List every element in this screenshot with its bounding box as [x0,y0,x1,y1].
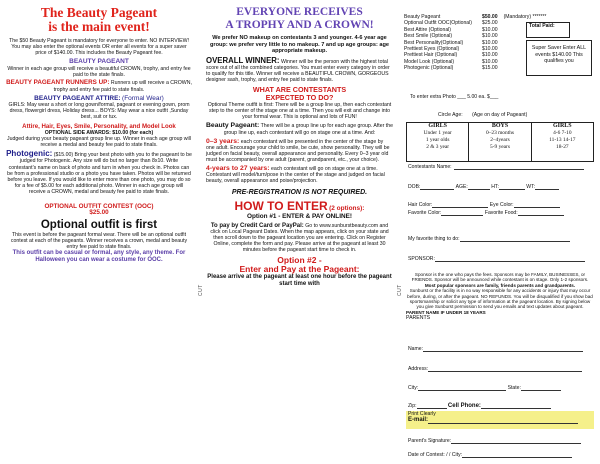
option-1: Option #1 - ENTER & PAY ONLINE! [247,213,352,221]
fee-row: Best Attire (Optional) $10.00 [404,26,498,33]
favorite-thing-field[interactable]: My favorite thing to do: [408,236,570,242]
option-2-heading: Enter and Pay at the Pageant: [239,264,360,275]
print-clearly: Print Clearly [408,411,436,417]
hair-eye-row [408,202,560,208]
option-2: Option #2 - [277,255,322,266]
fee-row: Prettiest Hair (Optional) $10.00 [404,52,498,59]
pageant-process [206,123,393,135]
cut-label-1: CUT [198,284,204,296]
date-contest-field[interactable]: Date of Contest: / / City: [408,452,572,458]
circle-age-label [438,112,527,118]
pageant-process-text: There will be a group line up for each age group. After the group line up, each contestant will go on stage one at a time. And: [223,123,393,136]
overall-winner-text: Winner will be the person with the highest total score out of all the combined categories. You must enter every category in order to qualify for this title. Winner will receive a BEAUTIFUL CROWN, GORGEOUS designer sash, trophy, and entry fee paid to state finals. [206,58,390,84]
ooc-text: This event is before the pageant formal wear. There will be an optional outfit contest at each of the pageants. Winner receives a crown, medal and beauty entry fee paid to state finals. [10,232,188,251]
favorites-row [408,210,564,216]
parent-signature-field[interactable]: Parent's Signature: [408,438,581,444]
zip-cell-row [408,403,551,409]
cut-label-2: CUT [397,284,403,296]
column-beauty-pageant [0,0,198,464]
pay-online-heading: To pay by Credit Card or PayPal: [210,222,304,229]
side-awards-heading: Attire, Hair, Eyes, Smile, Personality, and Model Look [22,123,176,131]
total-paid-box[interactable] [526,22,570,38]
age-0-3-heading: 0–3 years: [206,137,240,145]
beauty-pageant-heading: BEAUTY PAGEANT [69,58,129,66]
overall-winner-heading: OVERALL WINNER: [206,55,280,65]
sponsor-text: Sponsor is the one who pays the fees. Sponsors may be FAMILY, BUSINESSES, or FRIENDS. Sponsor will be announced while contestant is on stage. Only 1-2 sponsors. [411,272,589,283]
email-field[interactable]: E-mail: [406,417,594,423]
pay-online [206,223,393,253]
intro-text: The $50 Beauty Pageant is mandatory for everyone to enter. NO INTERVIEW! You may also enter the optional events OR enter all events for a super saver price of $140.00. This includes the Beauty Pageant fee. [9,38,189,57]
fee-row: Photogenic (Optional) $15.00 [404,65,498,72]
name-field[interactable]: Name: [408,346,583,352]
expected-heading-1: WHAT ARE CONTESTANTS [252,85,347,95]
address-field[interactable]: Address: [408,366,582,372]
zip-field[interactable]: Zip: [408,403,417,409]
ooc-heading: OPTIONAL OUTFIT CONTEST (OOC) [44,202,154,210]
age-on-day: (Age on day of Pageant) [472,112,528,118]
side-awards-subheading: OPTIONAL SIDE AWARDS: $10.00 (for each) [44,130,154,137]
fee-row: Optional Outfit OOC(Optional) $25.00 [404,20,498,27]
age-4-27-heading: 4-years to 27 years: [206,165,270,172]
attire-text: GIRLS: May wear a short or long gown/formal, pageant or evening gown, prom dress, flowergirl dress, Holiday dress... BOYS: May wear a nice outfit ,Sunday best, suit or tux. [8,101,190,120]
age-group-table [406,122,594,162]
pay-online-text: Go to www.sunburstbeauty.com and click on Local Pageant Dates. When the map appears, click on your state and then scroll down to the pageant location you are entering. Click on Register Online, complete the form and pay. Please arrive at the pageant at least 30 minutes before the pageant start time to check in. [210,222,389,254]
runners-up-text: Runners up will receive a CROWN, trophy and entry fee paid to state finals. [53,80,192,93]
ooc-big-heading: Optional outfit is first [40,219,158,232]
super-saver-text: Super Saver Enter ALL events $140.00 This qualifies you [531,45,587,65]
age-4-27-text: each contestant will go on stage one at a time. Contestant will model/turn/pose in the center of the stage and judged on facial beauty, overall appearance and poise/projection. [206,166,385,185]
age-field[interactable]: AGE: [455,184,468,190]
age-0-3-text: each contestant will be presented in the center of the stage by one adult. Encourage your child to smile, be cute, show personality. They will be judged on facial beauty, overall appearance and personality. Every 0–3 year old must be accompanied by one adult (parent, grandparent, etc., your choice). [206,138,390,163]
photogenic-heading: Photogenic: [6,149,53,159]
parent-under-18: PARENT NAME IF UNDER 18 YEARS [406,309,486,315]
arrive-text: Please arrive at the pageant at least one hour before the pageant start time with [207,274,392,288]
state-field[interactable]: State: [507,385,521,391]
attire-heading-formal: (Formal Wear) [122,94,164,102]
side-awards-text: Judged during your beauty pageant group line up. Winner in each age group will receive a medal and beauty fee paid to state finals. [7,136,191,149]
ooc-text-highlight: This outfit can be casual or formal, any style, any theme. For Halloween you can wear a costume for OOC. [12,250,186,264]
sponsor-popular: Most popular sponsors are family, friends parents and grandparents. [424,282,576,288]
expected-text: Optional Theme outfit is first: There will be a group line up, then each contestant step to the center of the stage one at a time. Then you will exit and change into your formal wear. This is optional and lots of FUN! [207,102,392,121]
sponsor-field[interactable]: SPONSOR: [408,256,585,262]
expected-heading-2: EXPECTED TO DO? [265,93,334,103]
girls-older-column[interactable]: GIRLS 4-6 7-10 11-13 14-17 18-27 [549,123,576,150]
photogenic [6,151,192,195]
weight-field[interactable]: WT: [526,184,536,190]
fee-row: Beauty Pageant $50.00 (Mandatory) ******* [404,14,547,20]
super-saver-box [526,40,592,76]
pre-registration: PRE-REGISTRATION IS NOT REQUIRED. [231,189,368,197]
dob-row [408,184,559,190]
favorite-food-field[interactable]: Favorite Food: [484,210,518,216]
col1-title-line1: The Beauty Pageant [40,5,158,20]
registration-form [398,0,600,464]
col2-title-line2: A TROPHY AND A CROWN! [225,18,374,31]
height-field[interactable]: HT: [491,184,499,190]
email-highlight [406,411,594,429]
extra-photo-line[interactable]: To enter extra Photo ___ 5.00 ea. $___ [410,94,499,100]
overall-winner [206,55,393,84]
circle-age: Circle Age: [438,112,463,118]
contestant-name-field[interactable]: Contestants Name: [408,164,584,170]
fee-row: Best Smile (Optional) $10.00 [404,33,498,40]
fee-row: Model Look (Optional) $10.00 [404,58,498,65]
makeup-text: We prefer NO makeup on contestants 3 and younger. 4-6 year age group: we prefer very little to no makeup. 7 and up age groups: age appropriate makeup. [209,35,390,55]
cell-phone-field[interactable]: Cell Phone: [447,403,481,409]
hair-color-field[interactable]: Hair Color: [408,202,433,208]
fee-row: Prettiest Eyes (Optional) $10.00 [404,46,498,53]
boys-column[interactable]: BOYS 0–23 months 2–4years 5-9 years [469,123,531,161]
ooc-price: $25.00 [89,208,109,216]
runners-up-heading: BEAUTY PAGEANT RUNNERS UP: [6,79,110,87]
sponsor-info [406,272,594,321]
col2-title-line1: EVERYONE RECEIVES [236,6,363,18]
beauty-pageant-text: Winner in each age group will receive a beautiful CROWN, trophy, and entry fee paid to the state finals. [7,66,191,79]
fee-row: Best Personality(Optional) $10.00 [404,39,498,46]
how-to-enter-heading: HOW TO ENTER [234,199,328,214]
girls-young-column[interactable]: GIRLS Under 1 year 1 year olds 2 & 3 year [407,123,469,161]
age-4-27 [206,166,393,184]
col1-title-line2: is the main event! [48,19,150,34]
age-0-3 [206,139,393,163]
liability-text: Sunburst or the facility is in no way responsible for any accidents or injury that may occur before, during, or after the pageant. NO REFUNDS. You will be disqualified if you show bad sportsmanship or solicit any type of information at the pageant location. By signing below you give Sunburst permission to send you emails and text updates about pageant. [407,288,593,310]
city-state-row [408,385,561,391]
favorite-color-field[interactable]: Favorite Color: [408,210,442,216]
how-to-enter [206,200,393,213]
attire-heading: BEAUTY PAGEANT ATTIRE: [34,94,121,102]
pageant-process-heading: Beauty Pageant: [206,122,260,130]
city-field[interactable]: City: [408,385,419,391]
eye-color-field[interactable]: Eye Color: [489,202,514,208]
total-paid-label: Total Paid: [529,23,555,29]
column-trophy-crown [200,0,397,464]
parents-label: PARENTS [406,315,431,322]
photogenic-text: ($15.00) Bring your best photo with you to the pageant to be judged for Photogenic. Any size will do but no larger than 8x10. Write contestant's name on back of photo and turn in when you check in. Photos can be from a professional studio or a photo you have taken. Photos will be returned before you leave. If you would like to enter more than one photo, you may do so for a fee of $5.00 for each additional photo. Winner in each age group will receive a CROWN, medal and beauty fee paid to state finals. [7,152,192,195]
how-to-enter-options: (2 options): [329,205,365,213]
dob-field[interactable]: DOB: [408,184,421,190]
runners-up [6,80,192,92]
